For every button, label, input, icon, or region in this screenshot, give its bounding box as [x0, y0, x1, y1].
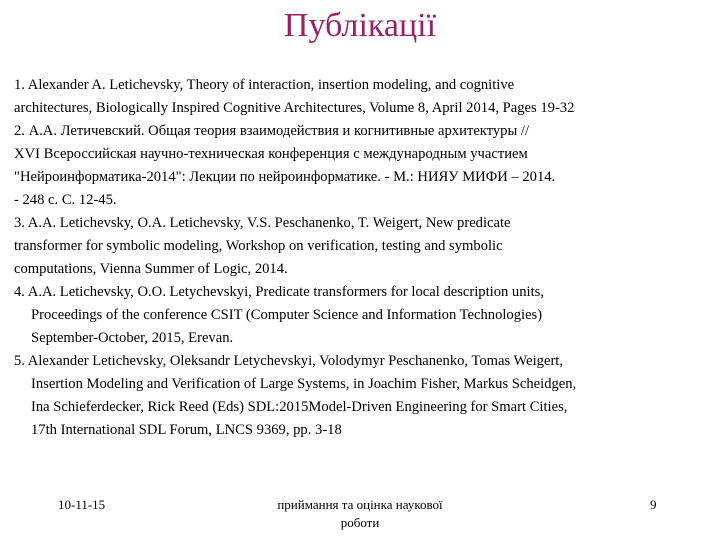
- reference-line: 17th International SDL Forum, LNCS 9369, pp. 3-18: [31, 422, 342, 438]
- page-number: 9: [650, 497, 657, 512]
- reference-line: 5. Alexander Letichevsky, Oleksandr Letychevskyi, Volodymyr Peschanenko, Tomas Weigert,: [14, 353, 564, 369]
- references-list: [14, 74, 714, 442]
- reference-line: "Нейроинформатика-2014": Лекции по нейроинформатике. - М.: НИЯУ МИФИ – 2014.: [14, 169, 556, 185]
- reference-line: Ina Schieferdecker, Rick Reed (Eds) SDL:2015Model-Driven Engineering for Smart Cities,: [31, 399, 568, 415]
- footer-caption-line: роботи: [340, 515, 380, 530]
- reference-item-1: [14, 74, 714, 120]
- reference-item-5: [14, 350, 714, 442]
- reference-line: transformer for symbolic modeling, Workshop on verification, testing and symbolic: [14, 238, 503, 254]
- reference-line: 2. А.А. Летичевский. Общая теория взаимодействия и когнитивные архитектуры //: [14, 123, 530, 139]
- footer-caption-line: приймання та оцінка наукової: [277, 497, 443, 512]
- reference-line: XVI Всероссийская научно-техническая конференция с международным участием: [14, 146, 528, 162]
- reference-line: Proceedings of the conference CSIT (Computer Science and Information Technologies): [31, 307, 543, 323]
- footer-date: 10-11-15: [58, 497, 106, 512]
- reference-line: 1. Alexander A. Letichevsky, Theory of interaction, insertion modeling, and cognitive: [14, 77, 515, 93]
- reference-line: Insertion Modeling and Verification of Large Systems, in Joachim Fisher, Markus Scheidgen,: [31, 376, 577, 392]
- reference-item-4: [14, 281, 714, 350]
- footer-caption: [230, 496, 490, 532]
- reference-line: 3. A.A. Letichevsky, O.A. Letichevsky, V.S. Peschanenko, T. Weigert, New predicate: [14, 215, 511, 231]
- reference-line: - 248 с. С. 12-45.: [14, 192, 117, 208]
- reference-item-2: [14, 120, 714, 212]
- reference-line: architectures, Biologically Inspired Cognitive Architectures, Volume 8, April 2014, Pages 19-32: [14, 100, 575, 116]
- reference-item-3: [14, 212, 714, 281]
- reference-line: 4. A.A. Letichevsky, O.O. Letychevskyi, Predicate transformers for local description units,: [14, 284, 544, 300]
- reference-line: computations, Vienna Summer of Logic, 2014.: [14, 261, 288, 277]
- reference-line: September-October, 2015, Erevan.: [31, 330, 234, 346]
- slide-title: Публікації: [283, 7, 437, 44]
